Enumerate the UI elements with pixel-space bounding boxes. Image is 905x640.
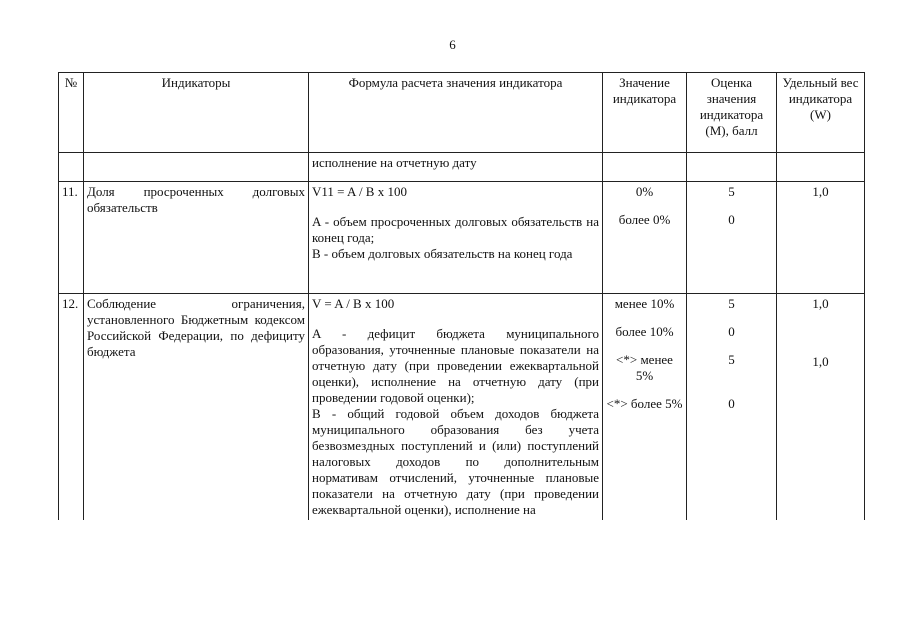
header-num: № [59,73,84,153]
row12-num: 12. [59,294,84,521]
row12-value-1: менее 10% [614,296,675,311]
row12-weight-2: 1,0 [812,354,829,369]
row12-weight-1: 1,0 [812,296,829,311]
row11-weights [777,182,865,294]
row12-formula [309,294,603,521]
header-score: Оценка значения индикатора (M), балл [687,73,777,153]
row11-weight-1: 1,0 [812,184,829,199]
row11-score-1: 5 [728,184,735,199]
row12-weights [777,294,865,521]
row11-value-2: более 0% [618,212,671,227]
table-row-11 [59,182,865,294]
row12-formula-b: B - общий годовой объем доходов бюджета муниципального образования без учета безвозмездных поступлений и (или) поступлений налоговых доходов по дополнительным нормативам отчислений, уточненные плановые показатели на отчетную дату (при проведении ежеквартальной оценки), исполнение на [312,406,599,517]
row11-formula [309,182,603,294]
row12-score-4: 0 [728,396,735,411]
row12-indicator: Соблюдение ограничения, установленного Бюджетным кодексом Российской Федерации, по дефициту бюджета [84,294,309,521]
header-formula: Формула расчета значения индикатора [309,73,603,153]
row12-value-2: более 10% [615,324,674,339]
row11-score-2: 0 [728,212,735,227]
header-row [59,73,865,153]
header-indicators: Индикаторы [84,73,309,153]
row12-value-4: <*> более 5% [606,396,683,411]
row12-values [603,294,687,521]
continuation-row [59,153,865,182]
row12-score-2: 0 [728,324,735,339]
row12-score-1: 5 [728,296,735,311]
table-row-12 [59,294,865,521]
indicators-table [58,72,865,520]
row12-formula-a: A - дефицит бюджета муниципального образования, уточненные плановые показатели на отчетную дату (при проведении ежеквартальной оценки), исполнение на отчетную дату (при проведении годовой оценки); [312,326,599,405]
row12-value-3: <*> менее 5% [616,352,673,383]
header-weight: Удельный вес индикатора (W) [777,73,865,153]
row11-formula-main: V11 = A / B x 100 [312,184,407,199]
row11-indicator: Доля просроченных долговых обязательств [84,182,309,294]
row11-formula-b: B - объем долговых обязательств на конец года [312,246,573,261]
row12-scores [687,294,777,521]
page-number: 6 [449,37,456,52]
row11-formula-a: A - объем просроченных долговых обязательств на конец года; [312,214,599,245]
row12-formula-main: V = A / B x 100 [312,296,395,311]
continuation-formula: исполнение на отчетную дату [309,153,603,182]
row11-value-1: 0% [635,184,654,199]
row11-scores [687,182,777,294]
row12-score-3: 5 [728,352,735,367]
header-value: Значение индикатора [603,73,687,153]
row11-num: 11. [59,182,84,294]
row11-values [603,182,687,294]
